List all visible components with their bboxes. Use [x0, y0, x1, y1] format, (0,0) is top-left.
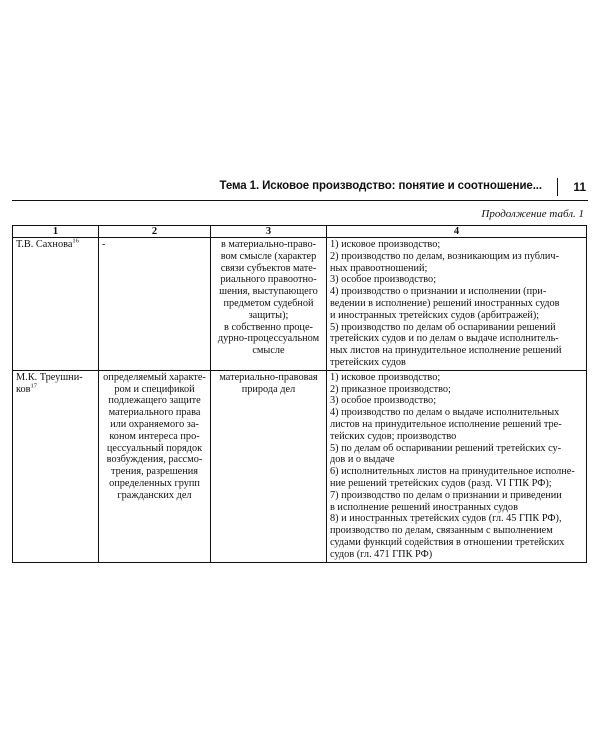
footnote-ref: 17: [30, 382, 37, 390]
header-separator: [557, 178, 559, 196]
proceedings-list-cell: [327, 238, 587, 371]
author-cell: [13, 370, 99, 562]
criterion-line: трения, разрешения: [110, 466, 198, 478]
basis-line: в материально-право-: [220, 239, 317, 250]
proceeding-line: в исполнение решений иностранных судов: [330, 501, 518, 513]
criterion-line: или охраняемого за-: [110, 418, 199, 430]
basis-line: в собственно проце-: [224, 321, 313, 333]
running-title: Тема 1. Исковое производство: понятие и соотношение...: [219, 180, 542, 192]
proceeding-line: 5) по делам об оспаривании решений третейских су-: [330, 442, 562, 454]
basis-line: риального правоотно-: [220, 274, 317, 286]
proceeding-line: 1) исковое производство;: [330, 371, 441, 383]
proceeding-line: третейских судов и по делам о выдаче исполнитель-: [330, 333, 559, 345]
basis-line: шения, выступающего: [219, 286, 318, 298]
proceeding-line: 7) производство по делам о признании и приведении: [330, 489, 562, 501]
column-number-row: [13, 226, 587, 238]
proceeding-line: ведении в исполнение) решений иностранных судов: [330, 297, 560, 309]
proceedings-list-cell: [327, 370, 587, 562]
author-name: М.К. Треушни-ков: [16, 371, 83, 395]
criterion-line: возбуждения, рассмо-: [106, 454, 203, 466]
basis-line: вом смысле (характер: [220, 250, 317, 262]
author-name: Т.В. Сахнова: [16, 239, 73, 250]
footnote-ref: 16: [72, 237, 79, 245]
proceeding-line: и иностранных третейских судов (арбитражей);: [330, 309, 540, 321]
proceeding-line: судов (гл. 471 ГПК РФ): [330, 548, 433, 560]
criterion-line: гражданских дел: [117, 489, 192, 501]
proceeding-line: ние решений третейских судов (разд. VI ГПК РФ);: [330, 477, 552, 489]
criterion-line: цессуальный порядок: [106, 442, 203, 454]
column-number: 3: [211, 226, 327, 238]
proceeding-line: 4) производство по делам о выдаче исполнительных: [330, 407, 560, 419]
criterion-line: определяемый характе-: [103, 371, 206, 383]
proceeding-line: судами функций содействия в отношении третейских: [330, 536, 565, 548]
proceeding-line: ных правоотношений;: [330, 262, 428, 274]
criterion-line: ром и спецификой: [114, 383, 195, 395]
criterion-line: подлежащего защите: [108, 395, 201, 407]
basis-line: связи субъектов мате-: [220, 262, 317, 274]
basis-line: материально-правовая: [219, 371, 318, 383]
proceeding-line: 6) исполнительных листов на принудительное исполне-: [330, 466, 575, 478]
table-row: [13, 238, 587, 371]
proceeding-line: листов на принудительное исполнение решений тре-: [330, 418, 562, 430]
proceeding-line: дов и о выдаче: [330, 454, 395, 466]
basis-cell: [211, 370, 327, 562]
criterion-cell: [99, 370, 211, 562]
criterion-line: материального права: [108, 407, 201, 419]
author-cell: [13, 238, 99, 371]
proceeding-line: производство по делам, связанным с выполнением: [330, 525, 553, 537]
proceeding-line: 3) особое производство;: [330, 395, 437, 407]
column-number: 2: [99, 226, 211, 238]
classification-table: [12, 225, 587, 563]
proceeding-line: 2) приказное производство;: [330, 383, 451, 395]
proceeding-line: 8) и иностранных третейских судов (гл. 45 ГПК РФ),: [330, 513, 562, 525]
proceeding-line: третейских судов: [330, 356, 406, 368]
basis-line: предметом судебной: [223, 297, 314, 309]
proceeding-line: 2) производство по делам, возникающим из публич-: [330, 250, 559, 262]
proceeding-line: 3) особое производство;: [330, 274, 437, 286]
page-number: 11: [573, 180, 586, 194]
proceeding-line: 1) исковое производство;: [330, 239, 441, 250]
basis-cell: [211, 238, 327, 371]
proceeding-line: 4) производство о признании и исполнении (при-: [330, 286, 547, 298]
basis-line: защиты);: [248, 309, 289, 321]
column-number: 4: [327, 226, 587, 238]
basis-line: природа дел: [241, 383, 296, 395]
proceeding-line: ных листов на принудительное исполнение решений: [330, 345, 562, 357]
criterion-cell: [99, 238, 211, 371]
criterion-line: коном интереса про-: [109, 430, 200, 442]
running-header: [12, 176, 588, 201]
proceeding-line: 5) производство по делам об оспаривании решений: [330, 321, 556, 333]
criterion-line: определенных групп: [109, 477, 200, 489]
table-row: [13, 370, 587, 562]
basis-line: смысле: [252, 345, 285, 357]
table-continuation-label: Продолжение табл. 1: [481, 208, 584, 220]
proceeding-line: тейских судов; производство: [330, 430, 457, 442]
column-number: 1: [13, 226, 99, 238]
basis-line: дурно-процессуальном: [217, 333, 320, 345]
criterion-text: -: [102, 239, 106, 250]
